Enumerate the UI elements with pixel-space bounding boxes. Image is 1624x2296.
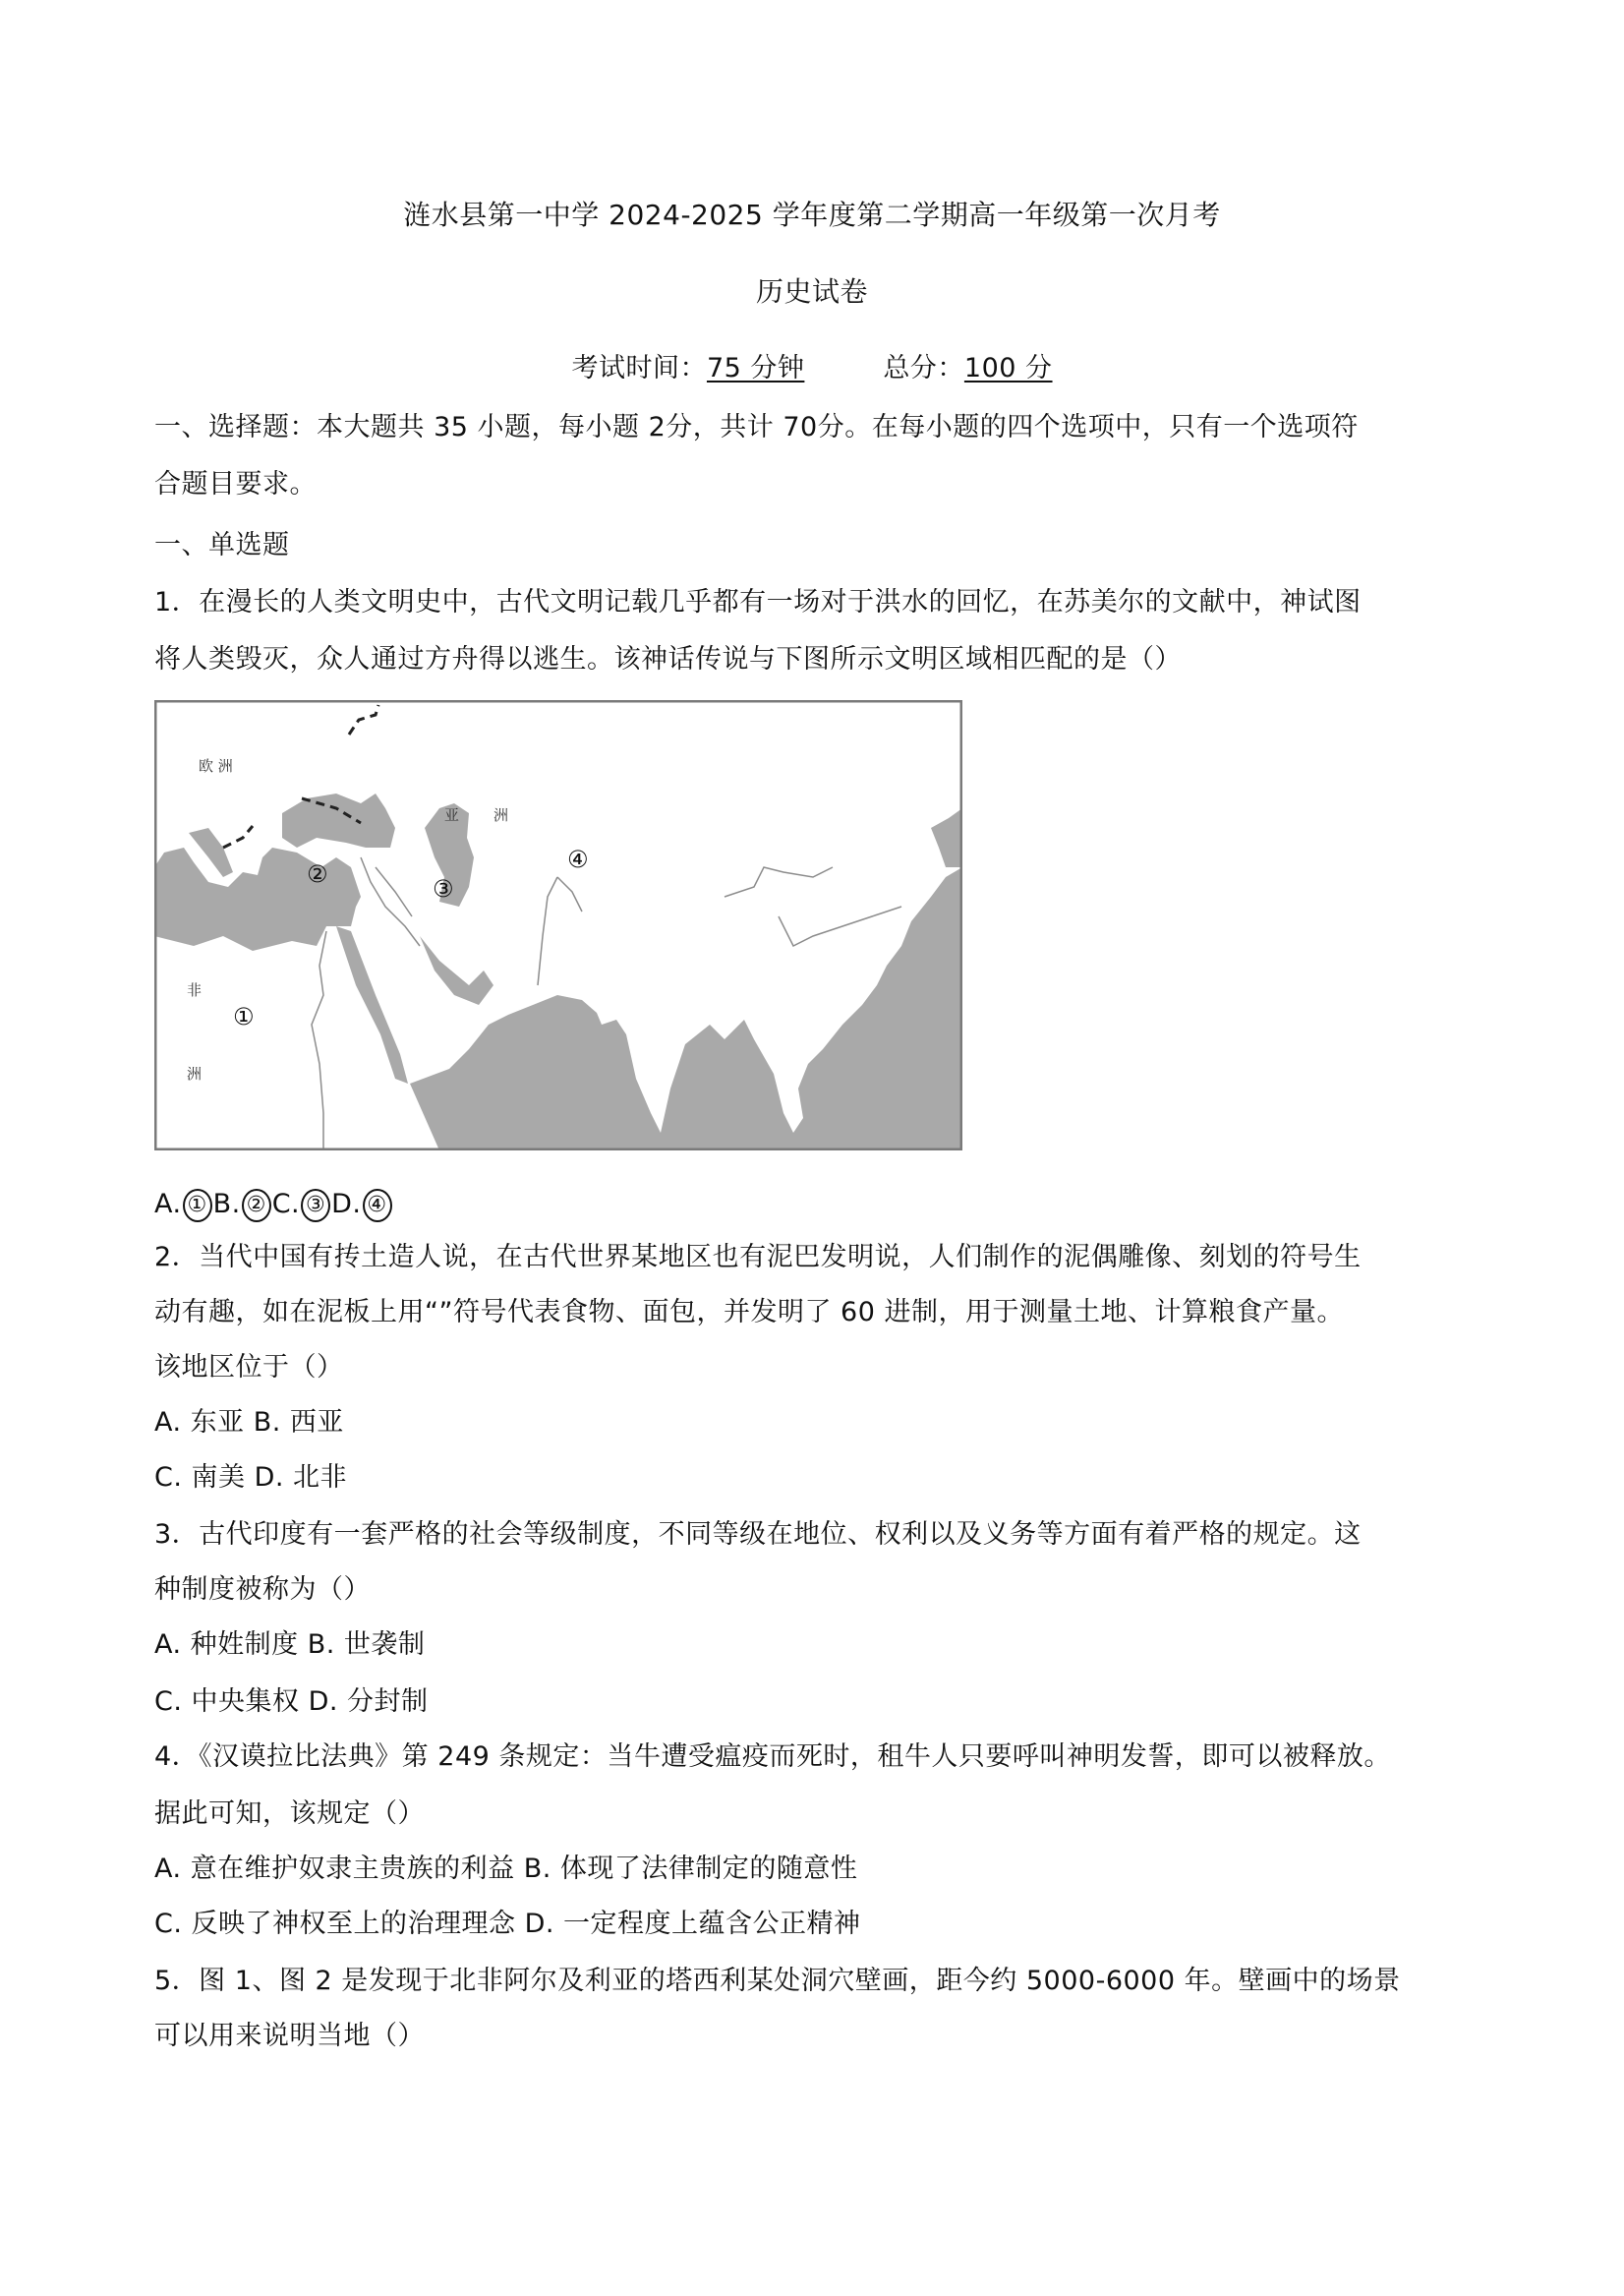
question-3-text-cont: 种制度被称为（）: [154, 1574, 371, 1605]
option-b-marker: ②: [242, 1189, 271, 1222]
exam-meta: [0, 352, 1624, 385]
option-a-letter: A.: [154, 1189, 182, 1219]
question-2-text-cont: 动有趣，如在泥板上用“”符号代表食物、面包，并发明了 60 进制，用于测量土地、计算粮食产量。: [154, 1297, 1344, 1327]
option-b[interactable]: [213, 1189, 272, 1219]
option-c[interactable]: [272, 1189, 331, 1219]
question-4-text: 4．《汉谟拉比法典》第 249 条规定：当牛遭受瘟疫而死时，租牛人只要呼叫神明发誓，即可以被释放。: [154, 1741, 1391, 1772]
section-instructions-cont: 合题目要求。: [154, 469, 317, 500]
time-label: 考试时间：: [571, 353, 707, 383]
option-a[interactable]: [154, 1189, 213, 1219]
question-4-text-cont: 据此可知，该规定（）: [154, 1798, 425, 1829]
map-marker-1: ①: [233, 1003, 255, 1030]
option-d[interactable]: [331, 1189, 392, 1219]
question-3-options-row-1[interactable]: A. 种姓制度 B. 世袭制: [154, 1629, 426, 1660]
map-label-asia-1: 亚: [444, 806, 460, 824]
question-5-text: 5．图 1、图 2 是发现于北非阿尔及利亚的塔西利某处洞穴壁画，距今约 5000-6000 年。壁画中的场景: [154, 1966, 1401, 1996]
option-c-marker: ③: [301, 1189, 330, 1222]
question-2-options-row-2[interactable]: C. 南美 D. 北非: [154, 1462, 348, 1493]
question-3-text: 3．古代印度有一套严格的社会等级制度，不同等级在地位、权利以及义务等方面有着严格的规定。这: [154, 1519, 1362, 1550]
exam-subject: 历史试卷: [755, 275, 868, 308]
section-subheading: 一、单选题: [154, 530, 290, 560]
map-marker-4: ④: [567, 846, 589, 873]
score-value: 100 分: [963, 353, 1053, 383]
score-label: 总分：: [883, 353, 964, 383]
map-label-asia-2: 洲: [493, 806, 509, 824]
civilization-map: [154, 700, 962, 1150]
question-4-options-row-2[interactable]: C. 反映了神权至上的治理理念 D. 一定程度上蕴含公正精神: [154, 1909, 861, 1939]
option-b-letter: B.: [212, 1189, 241, 1219]
option-d-letter: D.: [331, 1189, 362, 1219]
time-value: 75 分钟: [706, 353, 805, 383]
question-4-options-row-1[interactable]: A. 意在维护奴隶主贵族的利益 B. 体现了法律制定的随意性: [154, 1854, 858, 1884]
map-label-africa-1: 非: [187, 981, 203, 999]
question-1-options: [154, 1188, 393, 1222]
map-label-europe: 欧 洲: [199, 757, 233, 775]
question-2-options-row-1[interactable]: A. 东亚 B. 西亚: [154, 1407, 344, 1438]
map-marker-3: ③: [433, 875, 454, 903]
question-5-text-cont: 可以用来说明当地（）: [154, 2021, 425, 2051]
map-label-africa-2: 洲: [187, 1065, 203, 1083]
question-2-text: 2．当代中国有抟土造人说，在古代世界某地区也有泥巴发明说，人们制作的泥偶雕像、刻划的符号生: [154, 1242, 1362, 1272]
exam-title: 涟水县第一中学 2024-2025 学年度第二学期高一年级第一次月考: [403, 199, 1221, 231]
section-instructions: 一、选择题：本大题共 35 小题，每小题 2分，共计 70分。在每小题的四个选项中，只有一个选项符: [154, 412, 1359, 442]
option-a-marker: ①: [183, 1189, 212, 1222]
option-d-marker: ④: [363, 1189, 392, 1222]
question-1-text: 1．在漫长的人类文明史中，古代文明记载几乎都有一场对于洪水的回忆，在苏美尔的文献中，神试图: [154, 587, 1362, 618]
question-3-options-row-2[interactable]: C. 中央集权 D. 分封制: [154, 1686, 429, 1717]
question-2-text-cont-2: 该地区位于（）: [154, 1352, 344, 1383]
map-marker-2: ②: [307, 860, 328, 888]
option-c-letter: C.: [271, 1189, 301, 1219]
question-1-text-cont: 将人类毁灭，众人通过方舟得以逃生。该神话传说与下图所示文明区域相匹配的是（）: [154, 644, 1182, 675]
